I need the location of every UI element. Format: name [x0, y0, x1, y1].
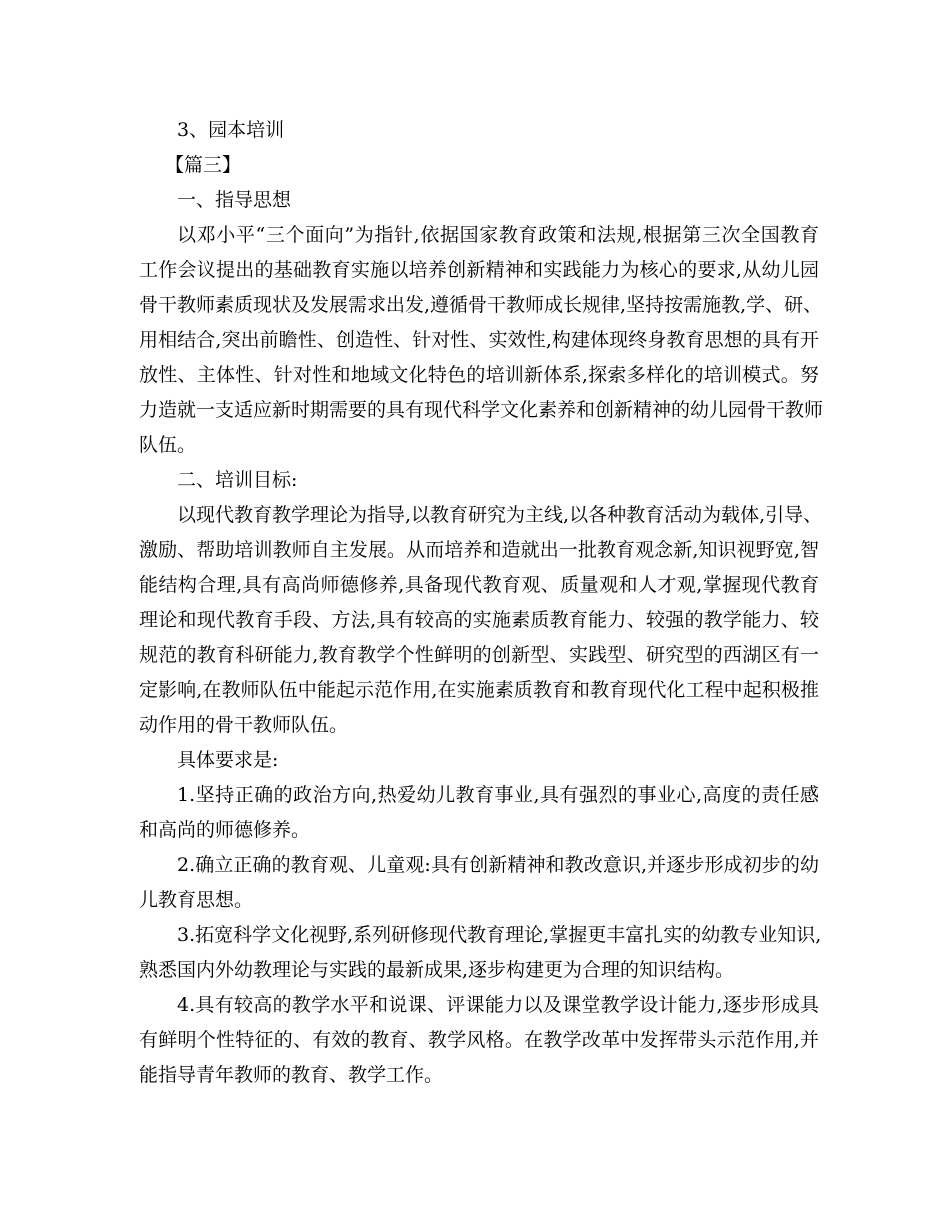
section-label: 【篇三】 [165, 154, 242, 176]
paragraph-line: 力造就一支适应新时期需要的具有现代科学文化素养和创新精神的幼儿园骨干教师 [139, 399, 824, 421]
paragraph-line: 能指导青年教师的教育、教学工作。 [139, 1064, 444, 1086]
requirement-item-2 [139, 848, 819, 918]
requirement-item-1 [139, 778, 819, 848]
paragraph-line: 定影响,在教师队伍中能起示范作用,在实施素质教育和教育现代化工程中起积极推 [139, 679, 819, 701]
paragraph-line: 规范的教育科研能力,教育教学个性鲜明的创新型、实践型、研究型的西湖区有一 [139, 644, 819, 666]
heading-specific-requirements: 具体要求是: [177, 749, 279, 771]
paragraph-line: 以邓小平“三个面向”为指针,依据国家教育政策和法规,根据第三次全国教育 [177, 224, 819, 246]
paragraph-line: 工作会议提出的基础教育实施以培养创新精神和实践能力为核心的要求,从幼儿园 [139, 259, 819, 281]
paragraph-line: 儿教育思想。 [139, 889, 254, 911]
heading-garden-training: 3、园本培训 [177, 119, 285, 141]
requirement-item-3 [139, 918, 822, 988]
paragraph-line: 有鲜明个性特征的、有效的教育、教学风格。在教学改革中发挥带头示范作用,并 [139, 1029, 819, 1051]
paragraph-line: 以现代教育教学理论为指导,以教育研究为主线,以各种教育活动为载体,引导、 [177, 504, 823, 526]
paragraph-line: 队伍。 [139, 434, 197, 456]
paragraph-line: 2.确立正确的教育观、儿童观:具有创新精神和教改意识,并逐步形成初步的幼 [177, 854, 819, 876]
paragraph-line: 理论和现代教育手段、方法,具有较高的实施素质教育能力、较强的教学能力、较 [139, 609, 819, 631]
paragraph-line: 用相结合,突出前瞻性、创造性、针对性、实效性,构建体现终身教育思想的具有开 [139, 329, 819, 351]
heading-training-goals: 二、培训目标: [177, 469, 298, 491]
paragraph-line: 激励、帮助培训教师自主发展。从而培养和造就出一批教育观念新,知识视野宽,智 [139, 539, 819, 561]
paragraph-line: 4.具有较高的教学水平和说课、评课能力以及课堂教学设计能力,逐步形成具 [177, 994, 819, 1016]
paragraph-training-goals [139, 498, 823, 743]
paragraph-line: 1.坚持正确的政治方向,热爱幼儿教育事业,具有强烈的事业心,高度的责任感 [177, 784, 819, 806]
paragraph-line: 熟悉国内外幼教理论与实践的最新成果,逐步构建更为合理的知识结构。 [139, 959, 735, 981]
requirement-item-4 [139, 988, 819, 1093]
paragraph-line: 和高尚的师德修养。 [139, 819, 311, 841]
document-page [139, 113, 824, 1093]
paragraph-line: 能结构合理,具有高尚师德修养,具备现代教育观、质量观和人才观,掌握现代教育 [139, 574, 819, 596]
heading-guiding-ideology: 一、指导思想 [177, 189, 292, 211]
paragraph-line: 动作用的骨干教师队伍。 [139, 714, 349, 736]
paragraph-line: 放性、主体性、针对性和地域文化特色的培训新体系,探索多样化的培训模式。努 [139, 364, 819, 386]
paragraph-guiding-ideology [139, 218, 824, 463]
paragraph-line: 骨干教师素质现状及发展需求出发,遵循骨干教师成长规律,坚持按需施教,学、研、 [139, 294, 823, 316]
paragraph-line: 3.拓宽科学文化视野,系列研修现代教育理论,掌握更丰富扎实的幼教专业知识, [177, 924, 822, 946]
